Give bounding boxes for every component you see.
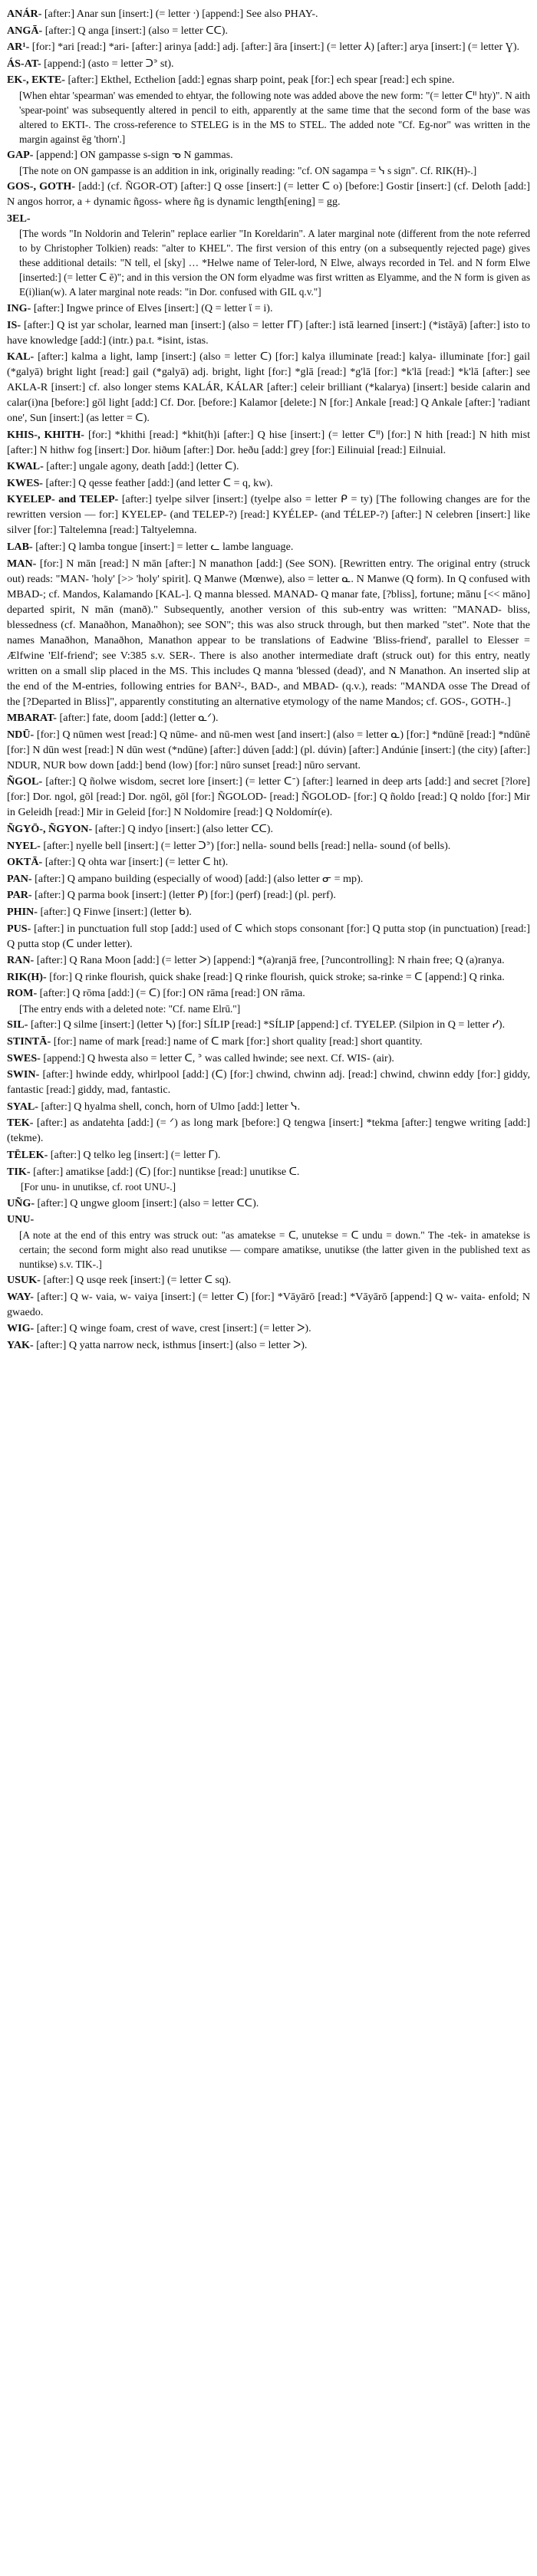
entry-usuk (7, 1272, 530, 1288)
entry-text: [for:] Q nūmen west [read:] Q nūme- and nū-men west [and insert:] (also = letter ᓇ) [for:] *ndūnē [read:] *ndūnē [for:] N dūn west [read:] N dūn west (*ndūne) [after:] dúven [add:] (pl. dúvin) [after:] Andúnie [insert:] (the city) [after:] NDUR, NUR bow down [add:] bend (low) [for:] nūro sunset [read:] nūro servant. (7, 728, 530, 771)
entry-ar1 (7, 39, 530, 54)
entry-syal (7, 1099, 530, 1114)
entry-headword: ÑGYŌ-, ÑGYON- (7, 823, 93, 836)
entry-text: [after:] Q Rana Moon [add:] (= letter ᐳ) [append:] *(a)ranjā free, [?uncontrolling]: N rhain free; Q (a)ranya. (34, 954, 505, 967)
entry-text: [for:] name of mark [read:] name of ᑕ mark [for:] short quality [read:] short quantity. (51, 1035, 423, 1048)
entry-text: [after:] tyelpe silver [insert:] (tyelpe also = letter ᑭ = ty) [The following changes are for the rewritten version — for:] KYELEP- (and TELEP-?) [read:] KYÉLEP- (and TÉLEP-?) [after:] N celebren [insert:] like silver [for:] Taltelemna [read:] Taltyelemna. (7, 493, 530, 537)
note-tik: [For unu- in unutikse, cf. root UNU-.] (21, 1180, 176, 1193)
entry-headword: PAN- (7, 872, 32, 885)
entry-as-at (7, 56, 530, 71)
entry-text: [append:] (asto = letter ᑐᐣ st). (41, 57, 174, 70)
entry-headword: TIK- (7, 1165, 31, 1178)
entry-sil (7, 1017, 530, 1032)
entry-headword: RAN- (7, 954, 35, 967)
entry-text: [after:] Q yatta narrow neck, isthmus [insert:] (also = letter ᐳ). (33, 1338, 308, 1351)
entry-kyelep-telep (7, 492, 530, 538)
entry-headword: EK-, EKTE- (7, 74, 65, 87)
entry-text: [after:] Q parma book [insert:] (letter ᑭ) [for:] (perf) [read:] (pl. perf). (31, 889, 336, 902)
entry-ndu (7, 727, 530, 773)
note-gap: [The note on ON gampasse is an addition in ink, originally reading: "cf. ON sagampa = ᓭ s sign". Cf. RIK(H)-.] (19, 164, 477, 176)
entry-rom (7, 985, 530, 1001)
entry-text: [after:] Q rōma [add:] (= ᑕ) [for:] ON rāma [read:] ON rāma. (37, 987, 305, 1000)
entry-headword: TĒLEK- (7, 1148, 48, 1161)
entry-yak (7, 1337, 530, 1353)
entry-headword: LAB- (7, 541, 33, 554)
entry-headword: ÁS-AT- (7, 57, 41, 70)
entry-nyel (7, 838, 530, 854)
entry-headword: KWAL- (7, 460, 44, 473)
entry-text: [after:] hwinde eddy, whirlpool [add:] (ᑕ) [for:] chwind, chwinn adj. [read:] chwind, chwinn eddy [for:] giddy, fantastic [read:] giddy, mad, fantastic. (7, 1068, 530, 1097)
entry-headword: ANGĀ- (7, 24, 43, 37)
entry-text: [after:] Anar sun [insert:] (= letter ᐧ) [append:] See also PHAY-. (41, 8, 318, 20)
entry-headword: ING- (7, 301, 31, 314)
entry-text: [after:] in punctuation full stop [add:] used of ᑕ which stops consonant [for:] Q putta stop (in punctuation) [read:] Q putta stop (ᑕ under letter). (7, 922, 530, 950)
entry-headword: SYAL- (7, 1100, 38, 1113)
entry-text: [after:] Q qesse feather [add:] (and letter ᑕ = q, kw). (43, 476, 273, 489)
entry-kal (7, 349, 530, 426)
entry-kwes (7, 475, 530, 491)
entry-phin (7, 904, 530, 920)
entry-text: [after:] kalma a light, lamp [insert:] (also = letter ᑕ) [for:] kalya illuminate [read:] kalya- illuminate [for:] gail (*galyā) bright light [read:] gail (*galyā) adj. bright, light [for:] *glā [read:] *g'lā [for:] *k'lā [read:] *k'lā [after:] see AKLA-R [insert:] cf. also longer stems KALÁR, KÁLAR [after:] celeir brilliant (*kalarya) [insert:] beside calarin and calar(i)na [before:] gōl light [add:] Cf. Dor. [before:] Kalamor [delete:] N [for:] Ankale [read:] Q Ankale [after:] 'radiant one', Sun [insert:] (as letter = ᑕ). (7, 350, 530, 425)
entry-text: [for:] N mān [read:] N mān [after:] N manathon [add:] (See SON). [Rewritten entry. The original entry (struck out) reads: "MAN- 'holy' [>> 'holy' spirit]. Q Manwe (Mœnwe), also = letter ᓇ. N Manwe (Q form). In Q confused with MBAD-; cf. Mandos, Kalamando [KAL-]. Q manna blessed. MANAD- Q manar fate, [?bliss], fortune; mānu [<< māno] departed spirit, N mān (manð)." Subsequently, another version of this sub-entry was written: "MANAD- bliss, blessedness (cf. Manaðhon, Manaðhon); see SON"; this was also struck through, but then marked "stet". Note that the names Manaðhon, Manaðhon, Manathon appear to be translations of Eadwine 'Bliss-friend', parallel to Elesser = Ælfwine 'Elf-friend'; see V:385 s.v. SER-. There is also another intermediate draft (struck out) for this entry, neatly written on a small slip placed in the MS. This includes Q manna 'blessed (dead)', and N Manathon. An inserted slip at the end of the M-entries, following entries for BAN²-, BAD-, and MBAD- (q.v.), reads: "MANDA osse The Dread of the [?Departed in Bliss]", apparently constituting an alternative etymology of the name Mandos; cf. GOS-, GOTH-.] (7, 557, 530, 708)
entry-ek-ekte (7, 72, 530, 87)
entry-wig (7, 1321, 530, 1336)
entry-headword: 3EL- (7, 212, 31, 225)
entry-headword: MAN- (7, 557, 37, 570)
entry-headword: WIG- (7, 1322, 35, 1335)
entry-pan (7, 871, 530, 887)
entry-text: [after:] Q telko leg [insert:] (= letter ᒥ). (48, 1148, 221, 1161)
entry-headword: UÑG- (7, 1196, 35, 1209)
entry-headword: AR¹- (7, 41, 30, 54)
entry-way (7, 1289, 530, 1320)
entry-headword: TEK- (7, 1117, 34, 1130)
entry-text: [after:] Q ñolwe wisdom, secret lore [insert:] (= letter ᑕᐨ) [after:] learned in deep arts [add:] and secret [?lore] [for:] Dor. ngol, gōl [read:] Dor. ngōl, gōl [for:] ÑGOLOD- [read:] ÑGOLOD- [for:] Q ñoldo [read:] Q noldo [for:] Mir in Geleidh [read:] Mir in Geleid [for:] N Noldomire [read:] Q Noldomír(e). (7, 775, 530, 819)
entry-swes (7, 1051, 530, 1066)
note-unu: [A note at the end of this entry was struck out: "as amatekse = ᑕ, unutekse = ᑕ undu = down." The -tek- in amatekse is certain; the second form might also read unutikse — compare amatikse, unutikse (the latter given in the published text as nuntikse) s.v. TIK-.] (19, 1229, 530, 1270)
entry-headword: WAY- (7, 1290, 34, 1303)
entry-headword: YAK- (7, 1338, 34, 1351)
entry-headword: STINTĀ- (7, 1035, 51, 1048)
entry-gap (7, 147, 530, 163)
entry-headword: RIK(H)- (7, 970, 47, 983)
entry-gel (7, 211, 530, 226)
entry-headword: SIL- (7, 1018, 28, 1031)
entry-rikh (7, 969, 530, 985)
note-gel: [The words "In Noldorin and Telerin" replace earlier "In Koreldarin". A later marginal note (different from the note referred to by Christopher Tolkien) reads: "alter to KHEL". The first version of this entry (on a subsequently rejected page) gives these additional details: "N tell, el [sky] … *Helwe name of Teler-lord, N Elwe, always recorded in Tel. and N form Elwe [inserted:] (= letter ᑕ ē)"; and in this version the ON form elyadme was first written as Elyamme, and the N form is given as E(i)lian(w). A later marginal note reads: "in Dor. confused with GIL q.v."] (19, 228, 530, 298)
entry-headword: ANÁR- (7, 8, 42, 20)
entry-kwal (7, 459, 530, 474)
entry-text: [after:] ungale agony, death [add:] (letter ᑕ). (43, 460, 239, 473)
entry-text: [after:] fate, doom [add:] (letter ᓇᐟ). (57, 712, 219, 725)
entry-anga (7, 23, 530, 38)
entry-headword: KHIS-, KHITH- (7, 428, 84, 441)
entry-headword: PHIN- (7, 906, 38, 919)
entry-ngol (7, 774, 530, 820)
entry-ing (7, 301, 530, 316)
entry-par (7, 887, 530, 903)
entry-headword: IS- (7, 318, 21, 331)
entry-text: [after:] Ekthel, Ecthelion [add:] egnas sharp point, peak [for:] ech spear [read:] ech spine. (64, 74, 455, 87)
entry-headword: NDŪ- (7, 728, 35, 741)
entry-text: [after:] Q hyalma shell, conch, horn of Ulmo [add:] letter ᓭ. (38, 1100, 301, 1113)
entry-ung (7, 1196, 530, 1211)
entry-text: [after:] Q anga [insert:] (also = letter ᑕᑕ). (42, 24, 228, 37)
entry-text: [after:] Q ohta war [insert:] (= letter ᑕ ht). (42, 856, 229, 869)
entry-tek (7, 1115, 530, 1146)
entry-headword: GOS-, GOTH- (7, 180, 76, 193)
entry-text: [after:] Ingwe prince of Elves [insert:] (Q = letter ἴ = i). (31, 301, 273, 314)
entry-text: [after:] amatikse [add:] (ᑕ) [for:] nuntikse [read:] unutikse ᑕ. (30, 1165, 300, 1178)
entry-headword: OKTĀ- (7, 856, 43, 869)
entry-tik (7, 1164, 530, 1179)
entry-text: [after:] Q Finwe [insert:] (letter ᑲ). (37, 906, 192, 919)
entry-text: [after:] Q usqe reek [insert:] (= letter ᑕ sq). (40, 1274, 232, 1287)
entry-man (7, 556, 530, 709)
entry-text: [for:] Q rinke flourish, quick shake [read:] Q rinke flourish, quick stroke; sa-rinke = ᑕ [append:] Q rinka. (46, 970, 505, 983)
entry-khis-khith (7, 427, 530, 458)
entry-text: [after:] Q winge foam, crest of wave, crest [insert:] (= letter ᐳ). (34, 1322, 311, 1335)
entry-text: [for:] *khithi [read:] *khit(h)i [after:] Q hise [insert:] (= letter ᑕᐦ) [for:] N hith [read:] N hith mist [after:] N hithw fog [insert:] Dor. hiðum [after:] Dor. heðu [add:] grey [for:] Eilinuial [read:] Eilnuial. (7, 428, 530, 456)
entry-text: [after:] Q lamba tongue [insert:] = letter ᓚ lambe language. (32, 541, 294, 554)
entry-headword: MBARAT- (7, 712, 57, 725)
entry-unu (7, 1212, 530, 1227)
entry-text: [append:] ON gampasse s-sign ᓀ N gammas. (33, 149, 233, 162)
entry-headword: ROM- (7, 987, 38, 1000)
entry-headword: KWES- (7, 476, 43, 489)
entry-lab (7, 539, 530, 554)
entry-text: [after:] as andatehta [add:] (= ᐟ) as long mark [before:] Q tengwa [insert:] *tekma [after:] tengwe writing [add:] (tekme). (7, 1117, 530, 1145)
entry-headword: PAR- (7, 889, 32, 902)
entry-headword: SWIN- (7, 1068, 40, 1081)
entry-headword: KYELEP- and TELEP- (7, 493, 119, 506)
entry-ngyo-ngyon (7, 821, 530, 837)
entry-headword: ÑGOL- (7, 775, 43, 788)
entry-okta (7, 854, 530, 870)
entry-headword: NYEL- (7, 839, 41, 852)
entry-swin (7, 1067, 530, 1097)
entry-is (7, 317, 530, 348)
entry-text: [after:] Q w- vaia, w- vaiya [insert:] (= letter ᑕ) [for:] *Vāyārō [read:] *Vāyārō [append:] Q w- vaita- enfold; N gwaedo. (7, 1290, 530, 1318)
entry-text: [after:] nyelle bell [insert:] (= letter ᑐᐣ) [for:] nella- sound bells [read:] nella- sound (of bells). (40, 839, 451, 852)
entry-pus (7, 921, 530, 952)
entry-gos-goth (7, 179, 530, 209)
entry-telek (7, 1147, 530, 1163)
entry-mbarat (7, 710, 530, 725)
entry-text: [for:] *ari [read:] *ari- [after:] arinya [add:] adj. [after:] āra [insert:] (= letter ⅄) [after:] arya [insert:] (= letter Ɣ). (29, 41, 520, 54)
entry-text: [after:] Q indyo [insert:] (also letter ᑕᑕ). (92, 823, 274, 836)
note-rom: [The entry ends with a deleted note: "Cf. name Elrū."] (19, 1002, 241, 1015)
entry-anar (7, 6, 530, 21)
entry-headword: PUS- (7, 922, 31, 935)
entry-text: [after:] Q ungwe gloom [insert:] (also = letter ᑕᑕ). (35, 1196, 259, 1209)
entry-text: [after:] Q ampano building (especially of wood) [add:] (also letter ᓂ = mp). (31, 872, 364, 885)
entry-stinta (7, 1034, 530, 1049)
entry-headword: SWES- (7, 1051, 41, 1064)
entry-headword: KAL- (7, 350, 35, 364)
note-ek: [When ehtar 'spearman' was emended to ehtyar, the following note was added above the new form: "(= letter ᑕᐦ hty)". N aith 'spear-point' was subsequently altered in pencil to eith, apparently at the same time that the second form of the base was altered to EKTI-. The cross-reference to STELEG is in the MS to STEL. The added note "Cf. Eg-nor" was written in the margin against ēg 'thorn'.] (19, 89, 530, 145)
entry-headword: UNU- (7, 1213, 35, 1226)
entry-text: [after:] Q ist yar scholar, learned man [insert:] (also = letter ᒥᒥ) [after:] istā learned [insert:] (*istāyā) [after:] isto to have knowledge [add:] (intr.) pa.t. *isint, istas. (7, 318, 530, 347)
entry-headword: GAP- (7, 149, 34, 162)
entry-ran (7, 952, 530, 968)
entry-text: [add:] (cf. ÑGOR-OT) [after:] Q osse [insert:] (= letter ᑕ o) [before:] Gostir [insert:] (cf. Deloth [add:] N angos horror, a + dynamic ñgoss- where ñg is dynamic length[ening] = gg. (7, 180, 530, 209)
entry-text: [after:] Q silme [insert:] (letter ᓴ) [for:] SÍLIP [read:] *SÍLIP [append:] cf. TYELEP. (Silpion in Q = letter ᓯ). (28, 1018, 506, 1031)
entry-text: [append:] Q hwesta also = letter ᑕ, ᐣ was called hwinde; see next. Cf. WIS- (air). (40, 1051, 394, 1064)
entry-headword: USUK- (7, 1274, 41, 1287)
